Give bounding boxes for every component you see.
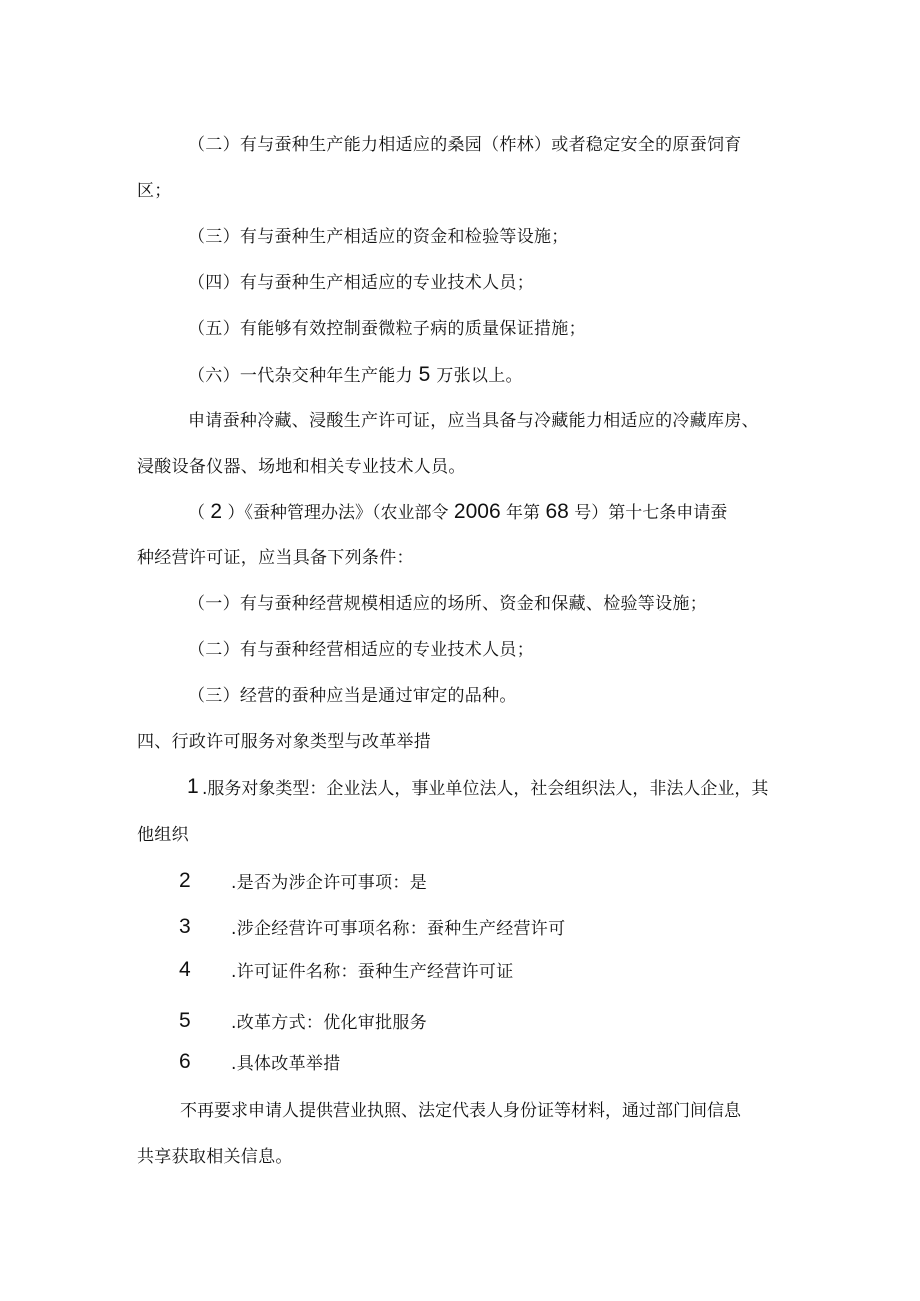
list-item-number: 1 [187, 775, 199, 798]
paragraph-line: 不再要求申请人提供营业执照、法定代表人身份证等材料，通过部门间信息 [180, 1101, 741, 1121]
paragraph-line: 浸酸设备仪器、场地和相关专业技术人员。 [137, 457, 466, 477]
paragraph-line [188, 363, 523, 388]
paragraph-text: （六）一代杂交种年生产能力 [188, 366, 413, 386]
paragraph-text: 年第 [506, 503, 541, 523]
list-item-text: .涉企经营许可事项名称：蚕种生产经营许可 [231, 919, 566, 939]
paragraph-line [188, 500, 727, 525]
section-heading: 四、行政许可服务对象类型与改革举措 [137, 732, 432, 752]
paragraph-line: （五）有能够有效控制蚕微粒子病的质量保证措施； [188, 319, 586, 339]
capacity-number: 5 [418, 363, 431, 386]
list-item-text: .服务对象类型：企业法人，事业单位法人，社会组织法人，非法人企业，其 [202, 779, 769, 799]
clause-number: 2 [210, 500, 223, 523]
list-item-text: .是否为涉企许可事项：是 [231, 873, 428, 893]
list-item-text: .许可证件名称：蚕种生产经营许可证 [231, 962, 514, 982]
paragraph-line: （三）有与蚕种生产相适应的资金和检验等设施； [188, 227, 569, 247]
list-item-number: 5 [179, 1009, 191, 1032]
list-item-text: .改革方式：优化审批服务 [231, 1013, 428, 1033]
paragraph-text: 万张以上。 [436, 366, 523, 386]
list-item-text: .具体改革举措 [231, 1054, 341, 1074]
list-item-number: 4 [179, 958, 191, 981]
list-item-number: 6 [179, 1050, 191, 1073]
decree-year: 2006 [453, 500, 501, 523]
paragraph-line: （二）有与蚕种经营相适应的专业技术人员； [188, 640, 534, 660]
paragraph-line: 种经营许可证，应当具备下列条件： [137, 548, 414, 568]
paragraph-line: （三）经营的蚕种应当是通过审定的品种。 [188, 686, 517, 706]
paragraph-line: （四）有与蚕种生产相适应的专业技术人员； [188, 273, 534, 293]
paragraph-line: 共享获取相关信息。 [137, 1147, 293, 1167]
list-item-number: 3 [179, 915, 191, 938]
paragraph-line: 区； [137, 181, 172, 201]
paragraph-text: 号）第十七条申请蚕 [574, 503, 728, 523]
paragraph-line: 申请蚕种冷藏、浸酸生产许可证，应当具备与冷藏能力相适应的冷藏库房、 [188, 411, 759, 431]
paragraph-line: （一）有与蚕种经营规模相适应的场所、资金和保藏、检验等设施； [188, 594, 707, 614]
paragraph-text: （ [188, 503, 205, 523]
list-item-number: 2 [179, 869, 191, 892]
paragraph-text: ）《蚕种管理办法》（农业部令 [227, 503, 449, 523]
paragraph-line: （二）有与蚕种生产能力相适应的桑园（柞林）或者稳定安全的原蚕饲育 [188, 135, 742, 155]
list-item-text: 他组织 [137, 825, 189, 845]
decree-number: 68 [545, 500, 569, 523]
